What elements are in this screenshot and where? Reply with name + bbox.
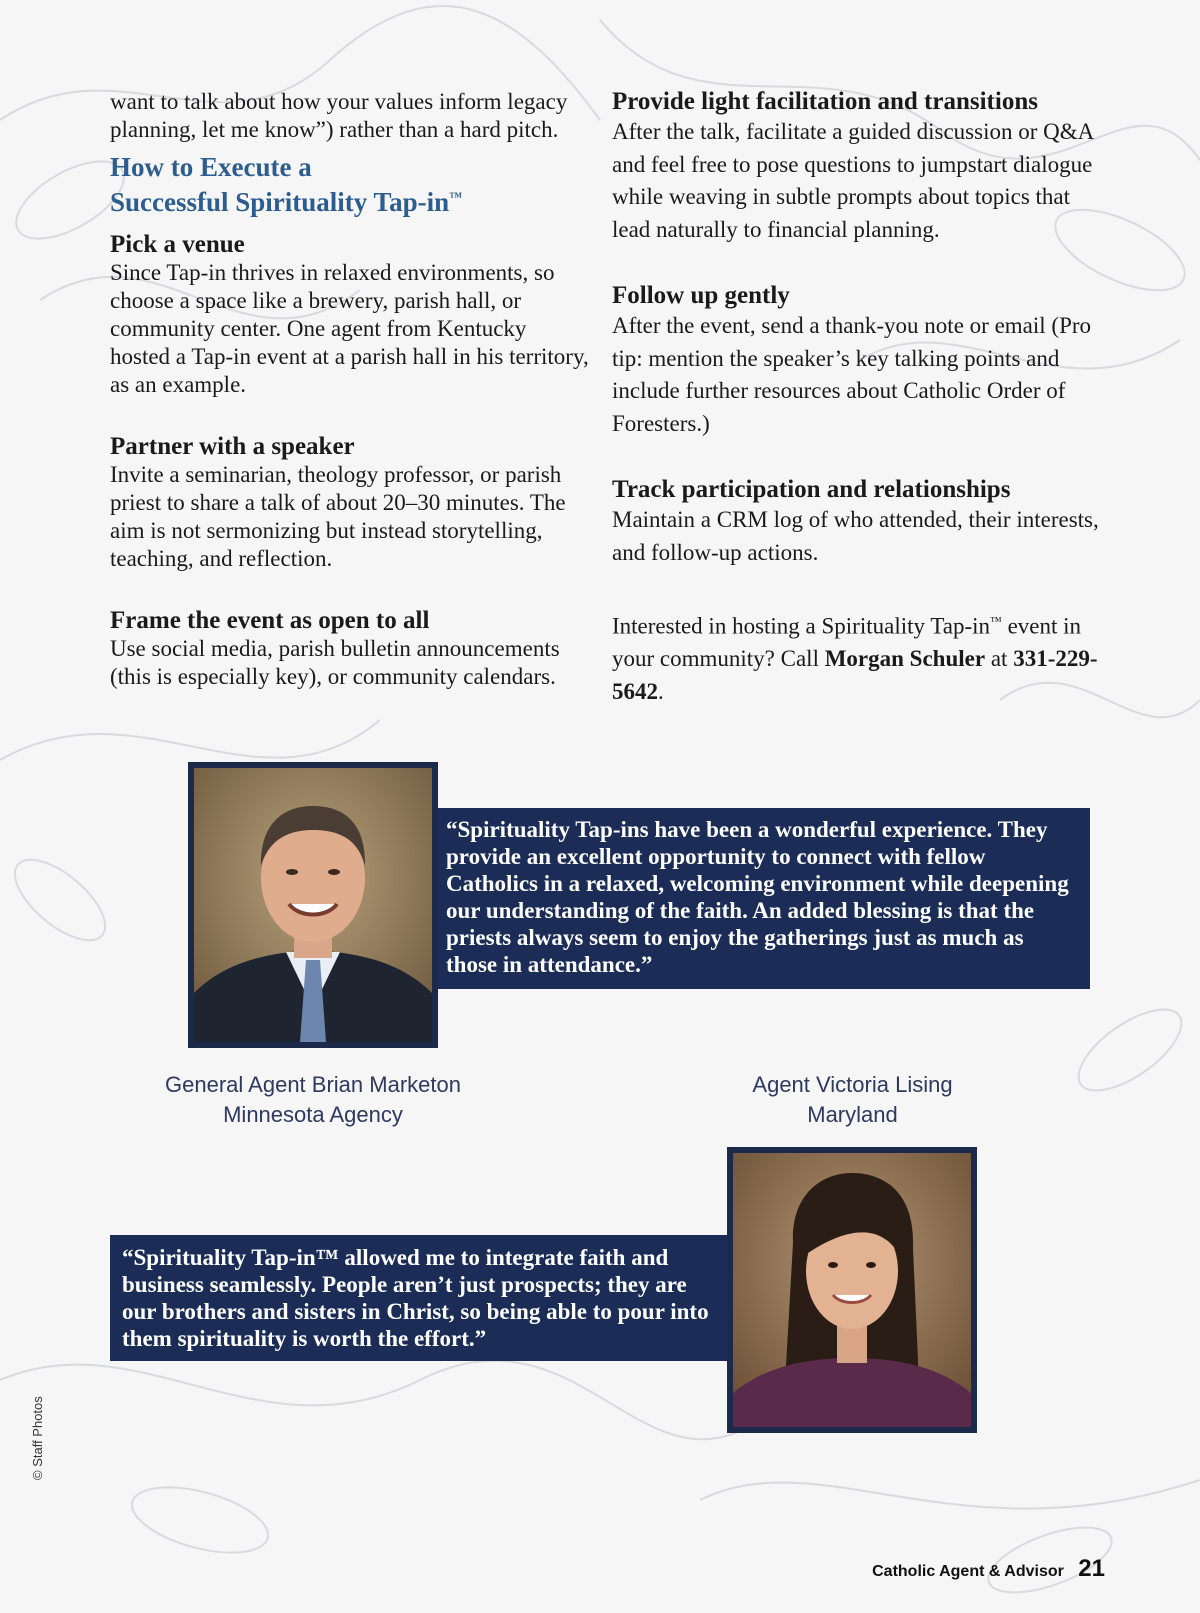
section-title-trademark: ™ [449, 189, 463, 204]
step-heading: Track participation and relationships [612, 476, 1011, 503]
left-column [110, 88, 590, 725]
person-name: Agent Victoria Lising [752, 1072, 953, 1097]
quote-victoria-lising [110, 1235, 732, 1361]
contact-name: Morgan Schuler [824, 646, 986, 672]
step-partner-speaker [110, 433, 590, 573]
cta-text: at [985, 646, 1014, 672]
cta-text: Interested in hosting a Spirituality Tap-in [612, 613, 991, 639]
publication-name: Catholic Agent & Advisor [872, 1563, 1064, 1580]
section-title [110, 152, 590, 217]
contact-phone: 331-229-5642 [612, 646, 1098, 704]
step-body: Maintain a CRM log of who attended, their interests, and follow-up actions. [612, 507, 1099, 565]
person-location: Maryland [807, 1102, 898, 1127]
step-frame-event [110, 607, 590, 691]
call-to-action [612, 605, 1102, 708]
cta-trademark: ™ [990, 614, 1002, 628]
section-title-line2: Successful Spirituality Tap-in [110, 187, 450, 217]
page-number: 21 [1078, 1555, 1105, 1582]
quote-text: “Spirituality Tap-ins have been a wonderful experience. They provide an excellent opportunity to connect with fellow Catholics in a relaxed, welcoming environment while deepening our understanding of the faith. An added blessing is that the priests always seem to enjoy the gatherings just as much as those in attendance.” [446, 817, 1069, 977]
portrait-woman-image [733, 1153, 971, 1427]
cta-text: . [658, 678, 664, 704]
step-pick-venue [110, 231, 590, 399]
step-heading: Follow up gently [612, 282, 790, 309]
person-name: General Agent Brian Marketon [165, 1072, 461, 1097]
person-location: Minnesota Agency [223, 1102, 403, 1127]
step-track [612, 476, 1102, 569]
quote-brian-marketon [436, 808, 1090, 989]
section-title-line1: How to Execute a [110, 152, 312, 182]
step-heading: Pick a venue [110, 231, 245, 258]
step-heading: Provide light facilitation and transitions [612, 88, 1038, 115]
cta-text: event in your community? Call [612, 613, 1082, 672]
page-footer [872, 1555, 1105, 1583]
right-column [612, 88, 1102, 708]
photo-victoria-lising [727, 1147, 977, 1433]
photo-credit: © Staff Photos [30, 1396, 45, 1480]
step-body: After the event, send a thank-you note or email (Pro tip: mention the speaker’s key talking points and include further resources about Catholic Order of Foresters.) [612, 313, 1092, 436]
step-body: Use social media, parish bulletin announcements (this is especially key), or community calendars. [110, 636, 560, 689]
intro-continued: want to talk about how your values inform legacy planning, let me know”) rather than a hard pitch. [110, 89, 568, 142]
portrait-man-image [194, 768, 432, 1042]
step-body: After the talk, facilitate a guided discussion or Q&A and feel free to pose questions to jumpstart dialogue while weaving in subtle prompts about topics that lead naturally to financial planning. [612, 119, 1093, 242]
caption-victoria-lising [690, 1070, 1015, 1130]
photo-brian-marketon [188, 762, 438, 1048]
step-body: Invite a seminarian, theology professor, or parish priest to share a talk of about 20–30 minutes. The aim is not sermonizing but instead storytelling, teaching, and reflection. [110, 462, 566, 571]
step-heading: Partner with a speaker [110, 433, 355, 460]
step-body: Since Tap-in thrives in relaxed environments, so choose a space like a brewery, parish hall, or community center. One agent from Kentucky hosted a Tap-in event at a parish hall in his territory, as an example. [110, 260, 589, 397]
step-facilitation [612, 88, 1102, 246]
step-heading: Frame the event as open to all [110, 607, 430, 634]
caption-brian-marketon [118, 1070, 508, 1130]
step-follow-up [612, 282, 1102, 440]
quote-text: “Spirituality Tap-in™ allowed me to integrate faith and business seamlessly. People aren’t just prospects; they are our brothers and sisters in Christ, so being able to pour into them spirituality is worth the effort.” [122, 1245, 709, 1351]
